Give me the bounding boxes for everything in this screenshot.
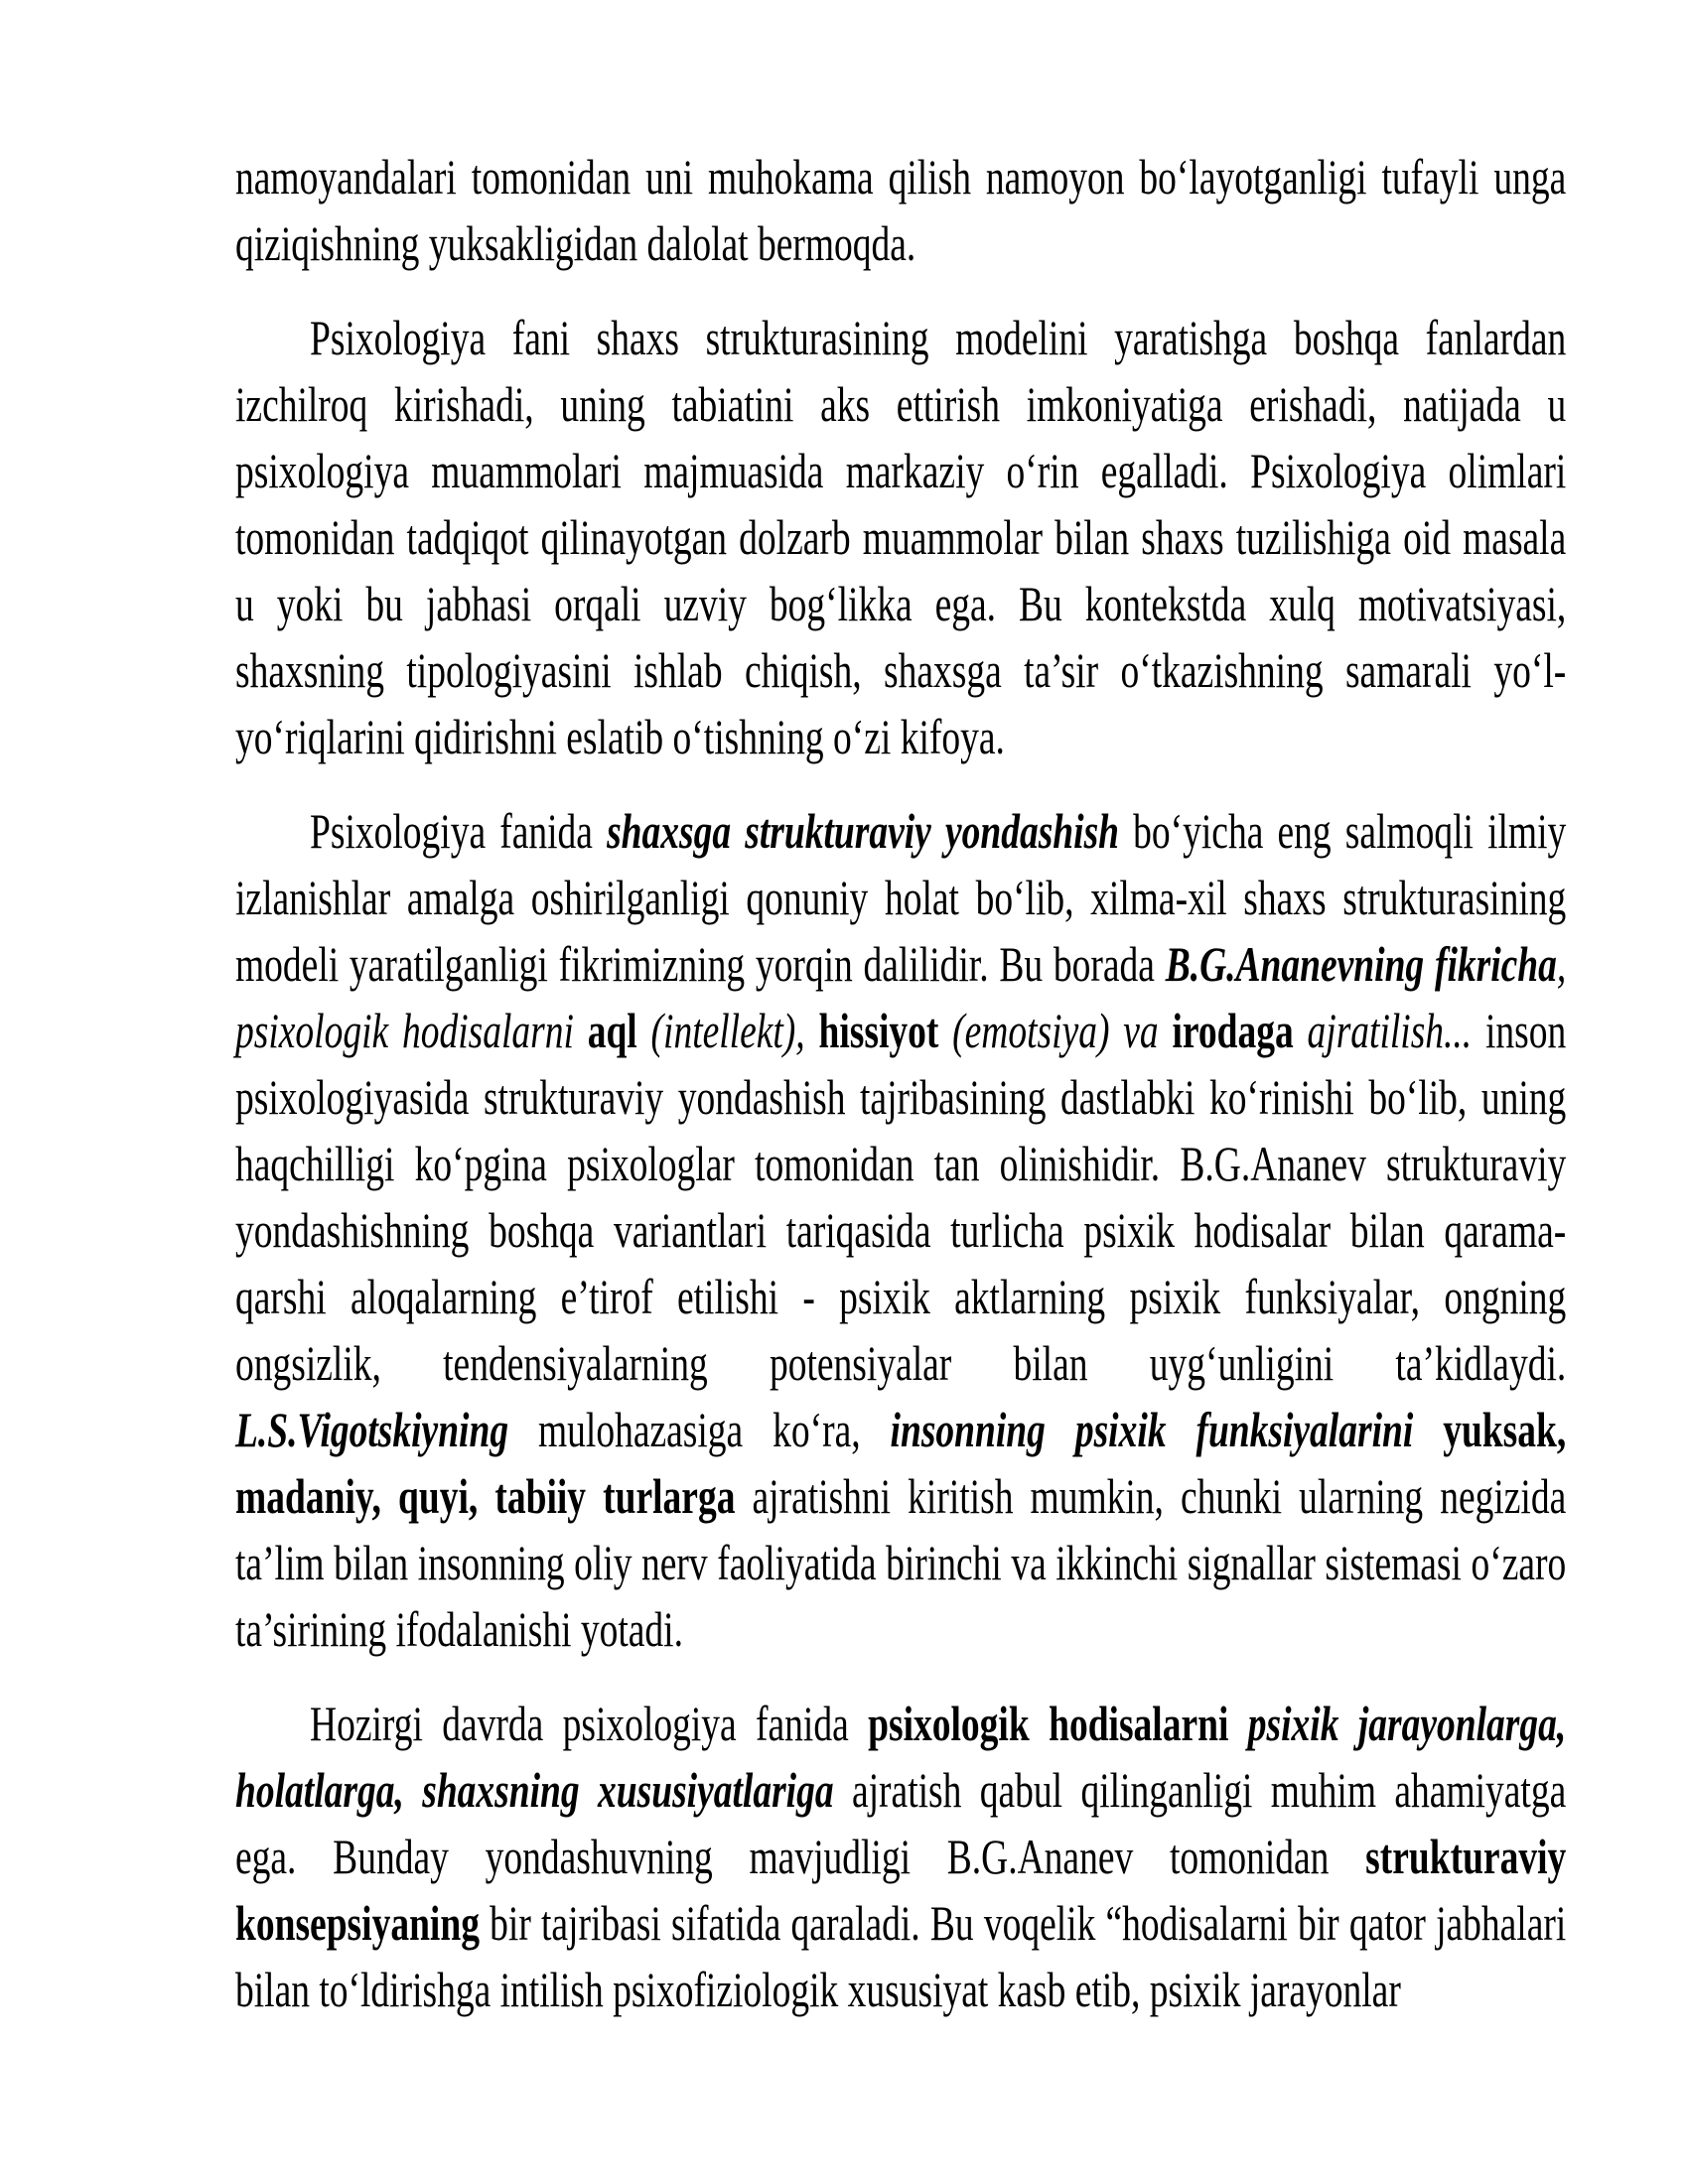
text-run: hissiyot [818,1003,939,1058]
text-run: ajratilish... [1293,1003,1473,1058]
text-run: inson psixologiyasida strukturaviy yondashish tajribasining dastlabki ko‘rinishi bo‘lib, uning haqchilligi ko‘pgina psixologlar tomonidan tan olinishidir. B.G.Ananev strukturaviy yondashishning boshqa variantlari tariqasida turlicha psixik hodisalar bilan qarama-qarshi aloqalarning e’tirof etilishi - psixik aktlarning psixik funksiyalar, ongning ongsizlik, tendensiyalarning potensiyalar bilan uyg‘unligini ta’kidlaydi. [235,1003,1567,1391]
text-run: namoyandalari tomonidan uni muhokama qilish namoyon bo‘layotganligi tufayli unga qiziqishning yuksakligidan dalolat bermoqda. [235,149,1567,271]
text-run: B.G.Ananevning fikricha [1165,936,1557,992]
text-run: (intellekt), [636,1003,819,1058]
text-run: psixologik hodisalarni [868,1696,1248,1751]
text-run: bo‘yicha eng salmoqli ilmiy izlanishlar amalga oshirilganligi qonuniy holat bo‘lib, xilma-xil shaxs strukturasining modeli yaratilganligi fikrimizning yorqin dalilidir. Bu borada [235,803,1567,992]
text-run: insonning psixik funksiyalarini [890,1402,1444,1457]
text-run: yuksak, madaniy, quyi, tabiiy turlarga [235,1402,1567,1524]
text-run: strukturaviy konsepsiyaning [235,1829,1567,1951]
text-run: (emotsiya) va [938,1003,1173,1058]
paragraph [235,1691,1566,2023]
text-run: bir tajribasi sifatida qaraladi. Bu voqelik “hodisalarni bir qator jabhalari bilan to‘ldirishga intilish psixofiziologik xususiyat kasb etib, psixik jarayonlar [235,1895,1567,2017]
text-run: irodaga [1172,1003,1294,1058]
text-run: Psixologiya fanida [310,803,608,859]
text-run: Psixologiya fani shaxs strukturasining modelini yaratishga boshqa fanlardan izchilroq kirishadi, uning tabiatini aks ettirish imkoniyatiga erishadi, natijada u psixologiya muammolari majmuasida markaziy o‘rin egalladi. Psixologiya olimlari tomonidan tadqiqot qilinayotgan dolzarb muammolar bilan shaxs tuzilishiga oid masala u yoki bu jabhasi orqali uzviy bog‘likka ega. Bu kontekstda xulq motivatsiyasi, shaxsning tipologiyasini ishlab chiqish, shaxsga ta’sir o‘tkazishning samarali yo‘l-yo‘riqlarini qidirishni eslatib o‘tishning o‘zi kifoya. [235,310,1567,764]
text-run: psixik jarayonlarga, holatlarga, shaxsning xususiyatlariga [235,1696,1567,1818]
document-body [235,144,1566,2051]
text-run: shaxsga strukturaviy yondashish [607,803,1120,859]
paragraph [235,144,1566,277]
text-run: L.S.Vigotskiyning [235,1402,509,1457]
text-run: Hozirgi davrda psixologiya fanida [310,1696,869,1751]
text-run: aql [587,1003,637,1058]
text-run: , psixologik hodisalarni [235,936,1567,1058]
paragraph [235,305,1566,770]
paragraph [235,798,1566,1663]
text-run: ajratish qabul qilinganligi muhim ahamiyatga ega. Bunday yondashuvning mavjudligi B.G.Ananev tomonidan [235,1762,1567,1884]
text-run: mulohazasiga ko‘ra, [508,1402,891,1457]
text-run: ajratishni kiritish mumkin, chunki ularning negizida ta’lim bilan insonning oliy nerv faoliyatida birinchi va ikkinchi signallar sistemasi o‘zaro ta’sirining ifodalanishi yotadi. [235,1468,1567,1657]
